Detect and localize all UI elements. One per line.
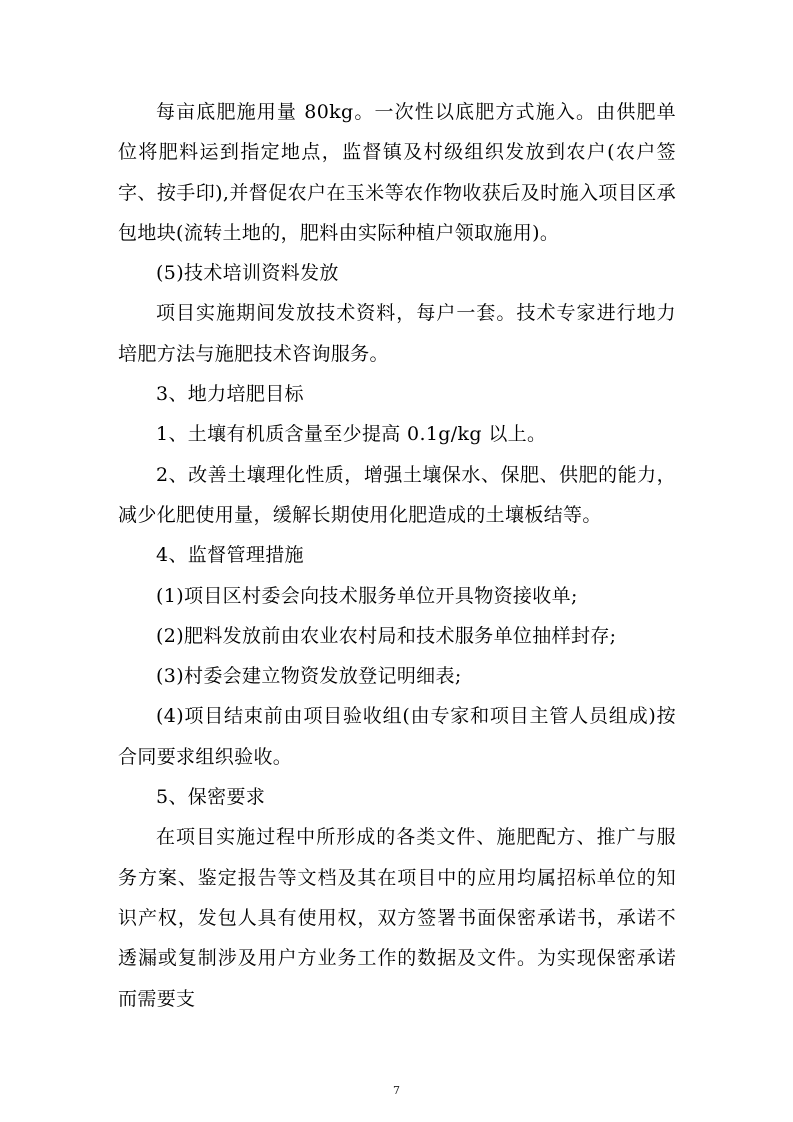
section-heading-supervision: 4、监督管理措施 [156, 544, 304, 567]
section-heading-fertility-goals: 3、地力培肥目标 [156, 383, 304, 406]
list-item-supervision-2: (2)肥料发放前由农业农村局和技术服务单位抽样封存; [156, 624, 617, 647]
paragraph-training-materials-heading: (5)技术培训资料发放 [156, 262, 339, 285]
list-item-supervision-3: (3)村委会建立物资发放登记明细表; [156, 665, 462, 688]
section-heading-confidentiality: 5、保密要求 [156, 786, 266, 809]
list-item-supervision-4: (4)项目结束前由项目验收组(由专家和项目主管人员组成)按合同要求组织验收。 [118, 705, 676, 768]
paragraph-base-fertilizer-application: 每亩底肥施用量 80kg。一次性以底肥方式施入。由供肥单位将肥料运到指定地点，监督镇及村级组织发放到农户(农户签字、按手印),并督促农户在玉米等农作物收获后及时施入项目区承包地块(流转土地的，肥料由实际种植户领取施用)。 [118, 101, 676, 244]
paragraph-training-materials: 项目实施期间发放技术资料，每户一套。技术专家进行地力培肥方法与施肥技术咨询服务。 [118, 302, 676, 365]
list-item-supervision-1: (1)项目区村委会向技术服务单位开具物资接收单; [156, 584, 578, 607]
page-number: 7 [393, 1084, 400, 1097]
document-body [118, 92, 676, 1019]
paragraph-confidentiality: 在项目实施过程中所形成的各类文件、施肥配方、推广与服务方案、鉴定报告等文档及其在项目中的应用均属招标单位的知识产权，发包人具有使用权，双方签署书面保密承诺书，承诺不透漏或复制涉及用户方业务工作的数据及文件。为实现保密承诺而需要支 [118, 826, 676, 1010]
paragraph-goal-soil-improvement: 2、改善土壤理化性质，增强土壤保水、保肥、供肥的能力，减少化肥使用量，缓解长期使用化肥造成的土壤板结等。 [118, 463, 676, 526]
paragraph-goal-organic-matter: 1、土壤有机质含量至少提高 0.1g/kg 以上。 [156, 423, 547, 446]
